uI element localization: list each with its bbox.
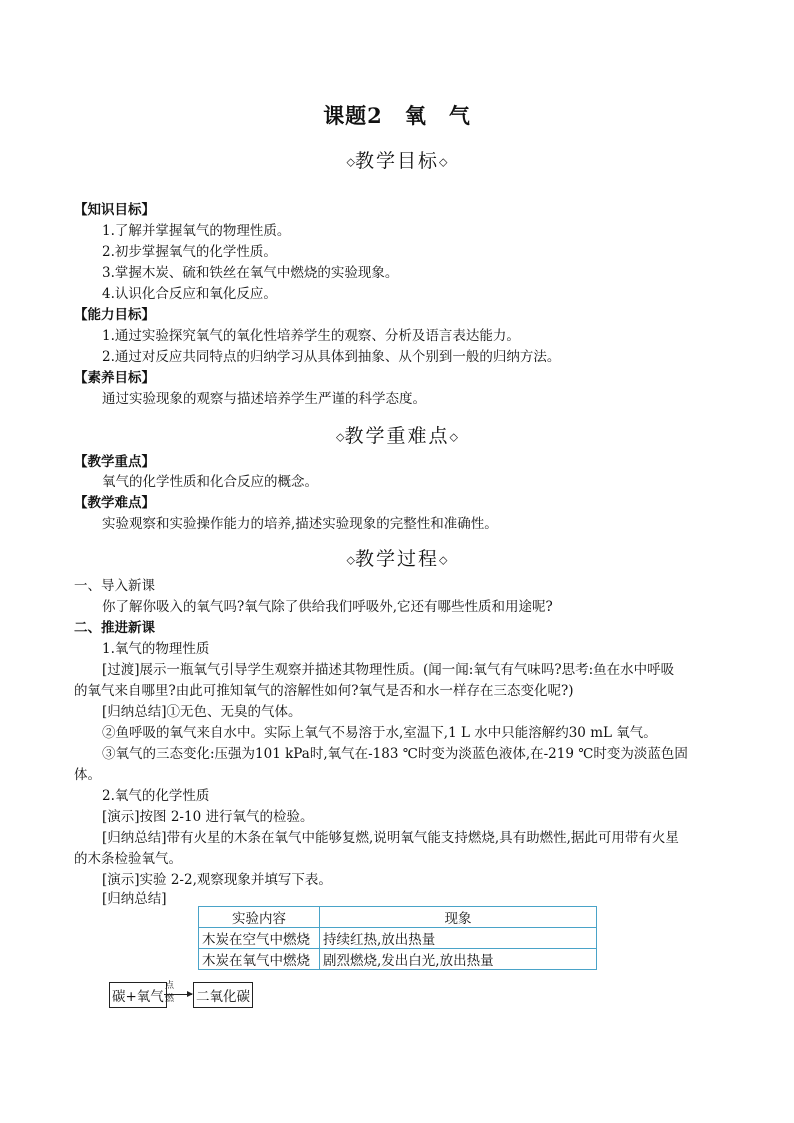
table-row [199, 949, 597, 970]
diamond-icon: ◇ [346, 553, 355, 567]
knowledge-goals-heading: 【知识目标】 [74, 202, 155, 218]
teaching-difficulty-text: 实验观察和实验操作能力的培养,描述实验现象的完整性和准确性。 [102, 516, 498, 532]
table-cell: 木炭在空气中燃烧 [199, 928, 320, 949]
paragraph-line: ②鱼呼吸的氧气来自水中。实际上氧气不易溶于水,室温下,1 L 水中只能溶解约30 mL 氧气。 [102, 725, 657, 741]
literacy-goals-heading: 【素养目标】 [74, 370, 155, 386]
paragraph-line: 的木条检验氧气。 [74, 851, 182, 867]
paragraph-line: ③氧气的三态变化:压强为101 kPa时,氧气在-183 ℃时变为淡蓝色液体,在-219 ℃时变为淡蓝色固 [102, 746, 688, 762]
knowledge-item: 1.了解并掌握氧气的物理性质。 [102, 223, 291, 239]
arrow-icon [164, 994, 192, 995]
section-heading-goals [0, 146, 794, 173]
ability-item: 2.通过对反应共同特点的归纳学习从具体到抽象、从个别到一般的归纳方法。 [102, 349, 561, 365]
section-heading-label: 教学过程 [354, 548, 439, 570]
subsection-physical-properties: 1.氧气的物理性质 [102, 641, 210, 657]
paragraph-line: [归纳总结]带有火星的木条在氧气中能够复燃,说明氧气能支持燃烧,具有助燃性,据此可用带有火星 [102, 830, 679, 846]
table-header-row [199, 907, 597, 928]
observation-table [198, 906, 597, 970]
product-box: 二氧化碳 [193, 982, 253, 1008]
diamond-icon: ◇ [336, 430, 345, 444]
subsection-chemical-properties: 2.氧气的化学性质 [102, 788, 210, 804]
paragraph-line: [演示]按图 2-10 进行氧气的检验。 [102, 809, 314, 825]
table-cell: 木炭在氧气中燃烧 [199, 949, 320, 970]
reaction-condition: 点燃 [165, 981, 175, 1004]
paragraph-line: 体。 [74, 767, 101, 783]
ability-item: 1.通过实验探究氧气的氧化性培养学生的观察、分析及语言表达能力。 [102, 328, 520, 344]
title-char-2: 气 [448, 103, 471, 128]
section-heading-label: 教学目标 [354, 150, 439, 172]
title-char-1: 氧 [404, 103, 427, 128]
diamond-icon: ◇ [439, 155, 448, 169]
diamond-icon: ◇ [346, 155, 355, 169]
paragraph-line: [过渡]展示一瓶氧气引导学生观察并描述其物理性质。(闻一闻:氧气有气味吗?思考:鱼在水中呼吸 [102, 662, 675, 678]
diamond-icon: ◇ [439, 553, 448, 567]
table-row [199, 928, 597, 949]
part-heading-intro: 一、导入新课 [74, 578, 155, 594]
paragraph-line: [演示]实验 2-2,观察现象并填写下表。 [102, 872, 332, 888]
knowledge-item: 4.认识化合反应和氧化反应。 [102, 286, 277, 302]
table-header-cell: 实验内容 [199, 907, 320, 928]
part-heading-new-lesson: 二、推进新课 [74, 620, 155, 636]
table-cell: 持续红热,放出热量 [320, 928, 597, 949]
teaching-difficulty-heading: 【教学难点】 [74, 495, 155, 511]
ability-goals-heading: 【能力目标】 [74, 307, 155, 323]
section-heading-process [0, 544, 794, 571]
paragraph-line: [归纳总结]①无色、无臭的气体。 [102, 704, 302, 720]
table-header-cell: 现象 [320, 907, 597, 928]
paragraph-line: 的氧气来自哪里?由此可推知氧气的溶解性如何?氧气是否和水一样存在三态变化呢?) [74, 683, 574, 699]
section-heading-key-points [0, 421, 794, 448]
diamond-icon: ◇ [449, 430, 458, 444]
knowledge-item: 2.初步掌握氧气的化学性质。 [102, 244, 277, 260]
knowledge-item: 3.掌握木炭、硫和铁丝在氧气中燃烧的实验现象。 [102, 265, 399, 281]
reactants-box: 碳+氧气 [109, 982, 167, 1008]
literacy-text: 通过实验现象的观察与描述培养学生严谨的科学态度。 [102, 391, 426, 407]
page-title [0, 100, 794, 130]
teaching-focus-text: 氧气的化学性质和化合反应的概念。 [102, 474, 318, 490]
section-heading-label: 教学重难点 [344, 425, 450, 447]
intro-text: 你了解你吸入的氧气吗?氧气除了供给我们呼吸外,它还有哪些性质和用途呢? [102, 599, 553, 615]
title-lesson: 课题2 [323, 103, 383, 128]
table-cell: 剧烈燃烧,发出白光,放出热量 [320, 949, 597, 970]
teaching-focus-heading: 【教学重点】 [74, 454, 155, 470]
paragraph-line: [归纳总结] [102, 891, 167, 907]
